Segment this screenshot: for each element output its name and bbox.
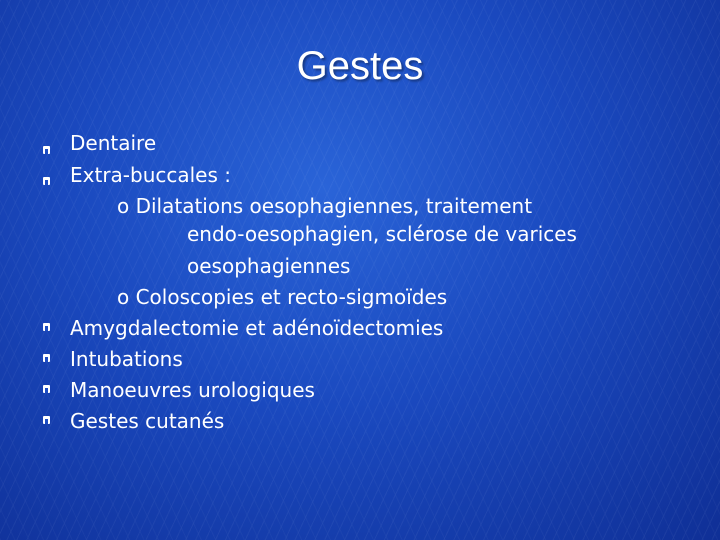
square-bullet-icon — [43, 323, 50, 331]
list-item: Extra-buccales : — [70, 163, 232, 187]
square-bullet-icon — [43, 177, 50, 185]
sub-list-item-continued: oesophagiennes — [187, 254, 351, 278]
list-item: Intubations — [70, 347, 183, 371]
list-item: Dentaire — [70, 131, 157, 155]
sub-list-item: o Dilatations oesophagiennes, traitement — [117, 194, 533, 218]
slide-title: Gestes — [296, 44, 424, 88]
square-bullet-icon — [43, 416, 50, 424]
square-bullet-icon — [43, 385, 50, 393]
list-item: Gestes cutanés — [70, 409, 225, 433]
sub-list-item: o Coloscopies et recto-sigmoïdes — [117, 285, 448, 309]
sub-list-item-continued: endo-oesophagien, sclérose de varices — [187, 222, 577, 246]
list-item: Amygdalectomie et adénoïdectomies — [70, 316, 444, 340]
list-item: Manoeuvres urologiques — [70, 378, 315, 402]
square-bullet-icon — [43, 354, 50, 362]
square-bullet-icon — [43, 146, 50, 154]
